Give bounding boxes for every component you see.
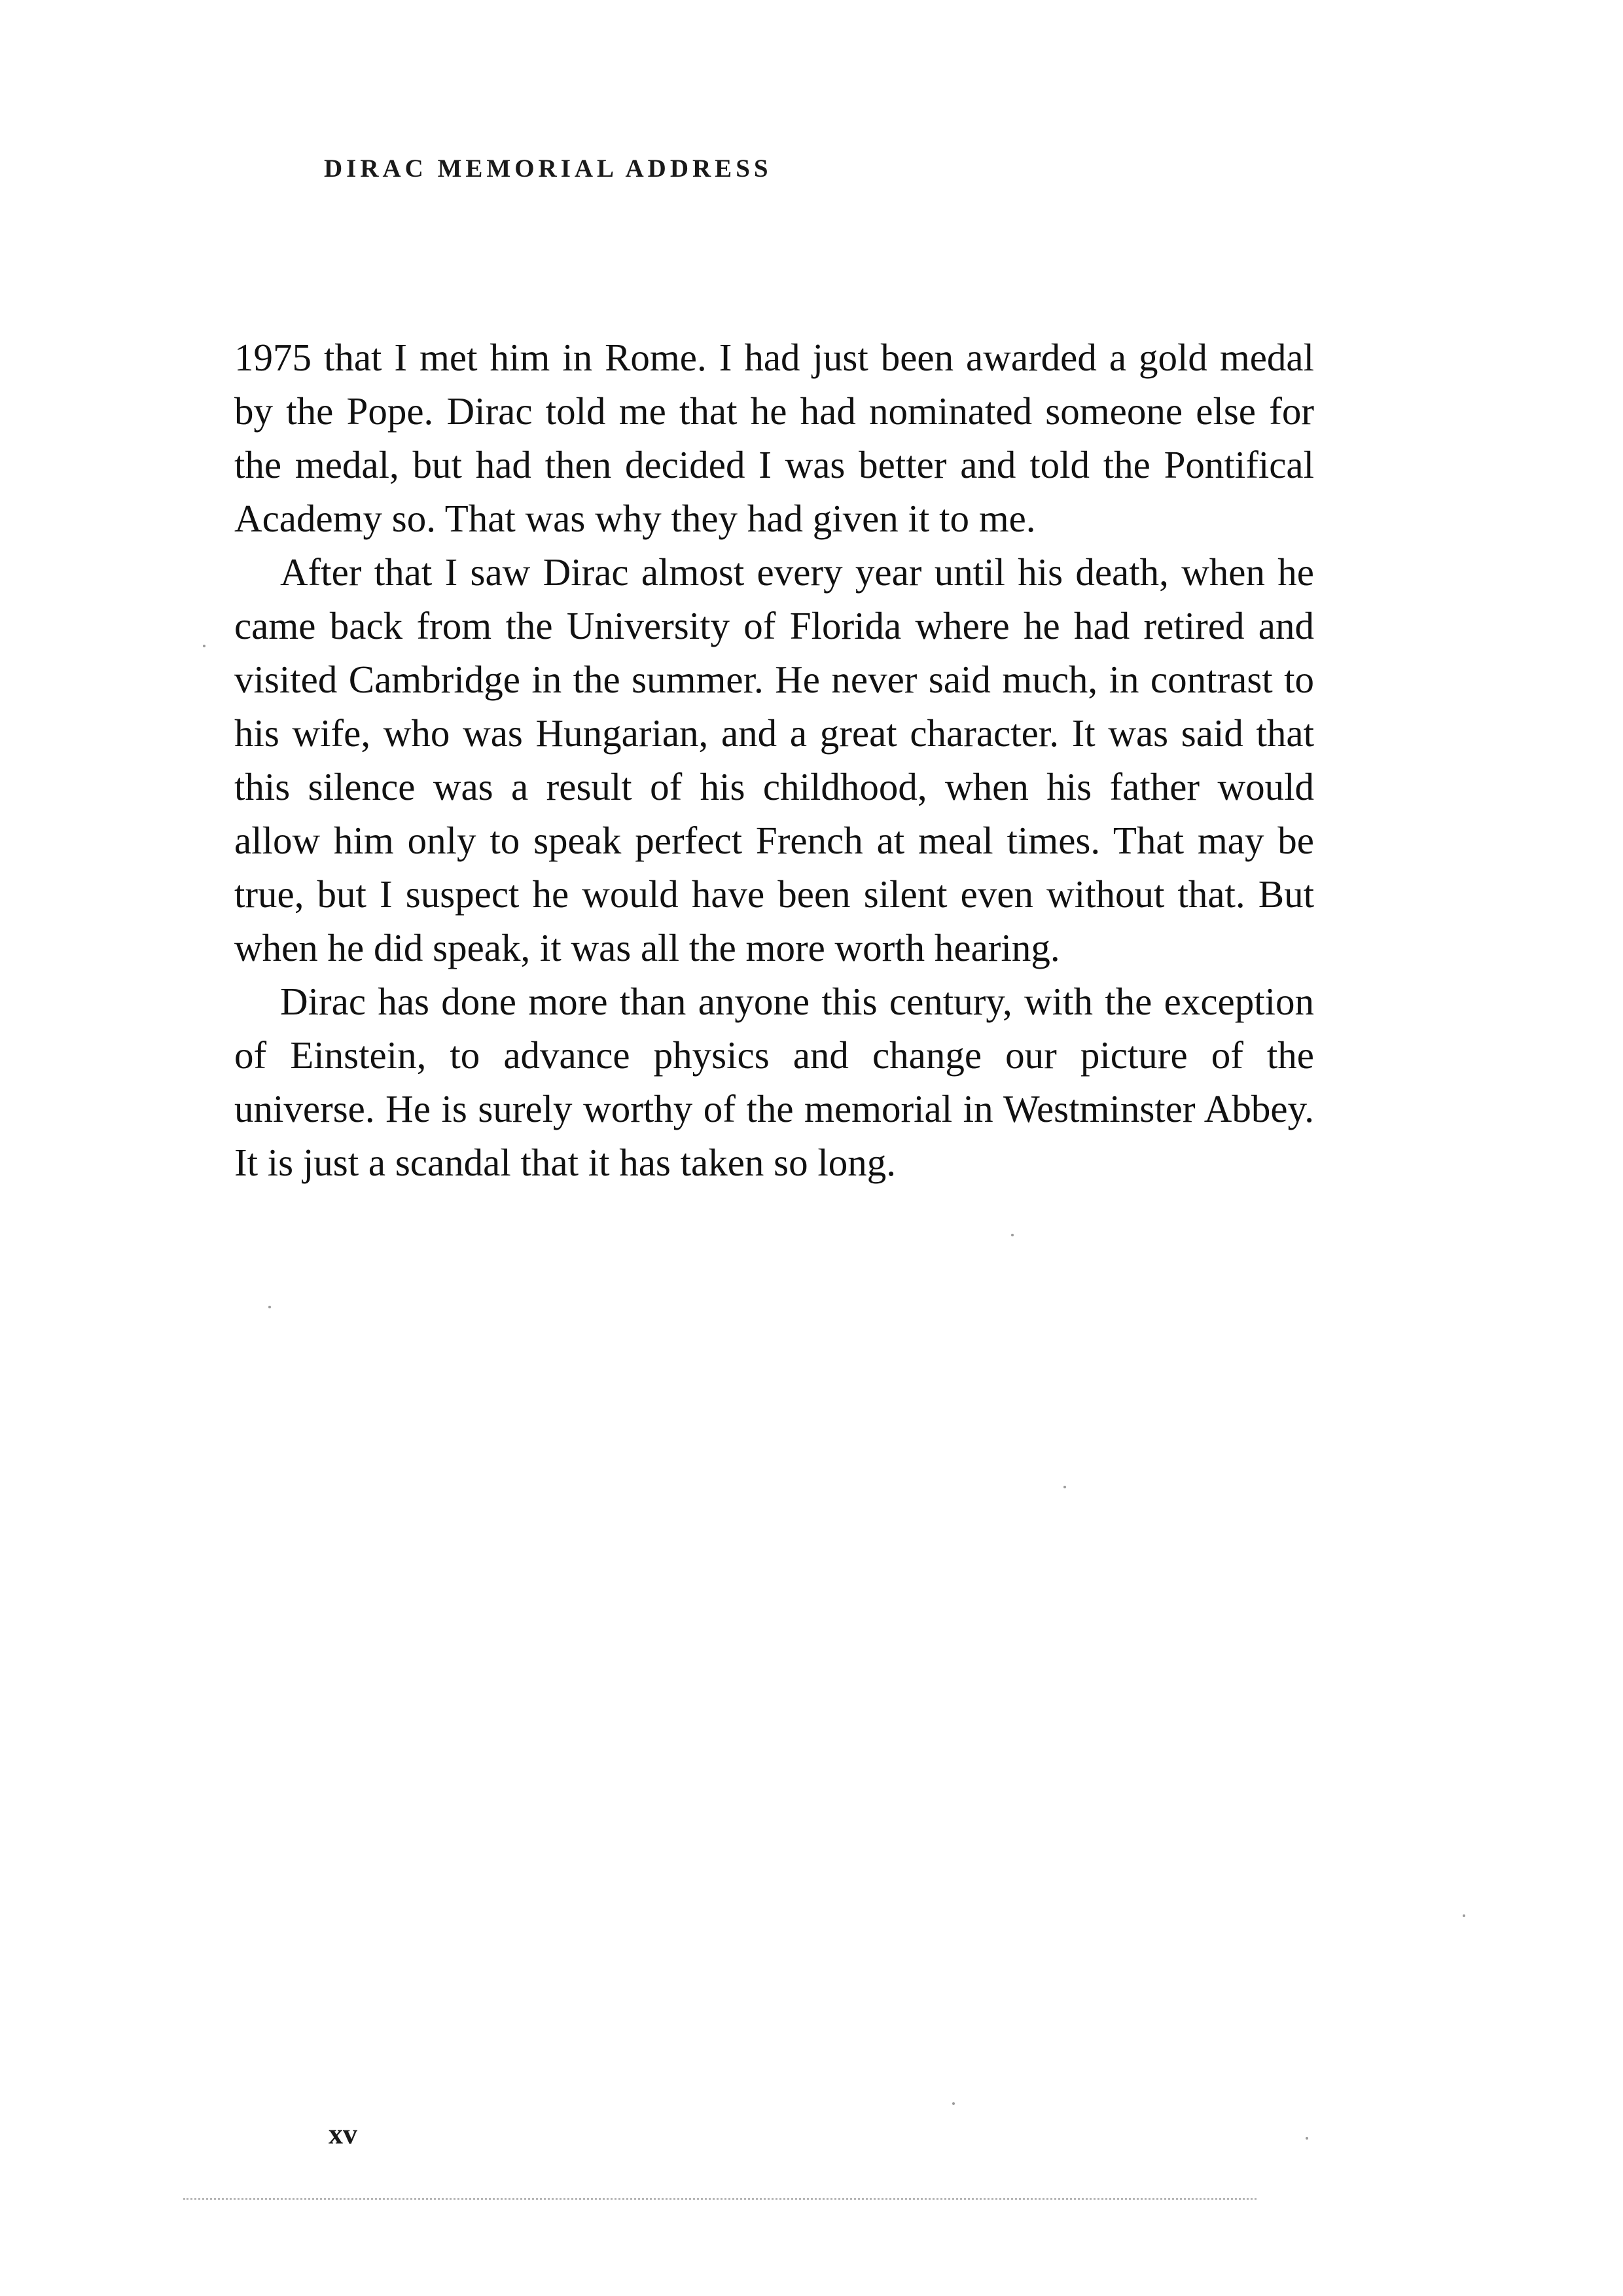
scan-artifact-line (183, 2198, 1257, 2200)
scan-speck (1463, 1914, 1465, 1917)
running-head: DIRAC MEMORIAL ADDRESS (324, 154, 772, 183)
scan-speck (952, 2102, 955, 2105)
scan-speck (268, 1306, 271, 1308)
body-text (234, 331, 1314, 1189)
page-number: xv (329, 2118, 357, 2150)
scan-speck (1063, 1486, 1066, 1488)
scan-speck (1306, 2137, 1308, 2140)
paragraph-dirac-legacy: Dirac has done more than anyone this century, with the exception of Einstein, to advance physics and change our picture of the universe. He is surely worthy of the memorial in Westminster Abbey. It is just a scandal that it has taken so long. (234, 980, 1314, 1184)
scan-speck (203, 645, 205, 647)
scan-speck (1011, 1234, 1014, 1236)
paragraph-continued: 1975 that I met him in Rome. I had just been awarded a gold medal by the Pope. Dirac told me that he had nominated someone else for the medal, but had then decided I was better and told the Pontifical Academy so. That was why they had given it to me. (234, 336, 1314, 540)
paragraph-after-that: After that I saw Dirac almost every year until his death, when he came back from the University of Florida where he had retired and visited Cambridge in the summer. He never said much, in contrast to his wife, who was Hungarian, and a great character. It was said that this silence was a result of his childhood, when his father would allow him only to speak perfect French at meal times. That may be true, but I suspect he would have been silent even without that. But when he did speak, it was all the more worth hearing. (234, 550, 1314, 969)
